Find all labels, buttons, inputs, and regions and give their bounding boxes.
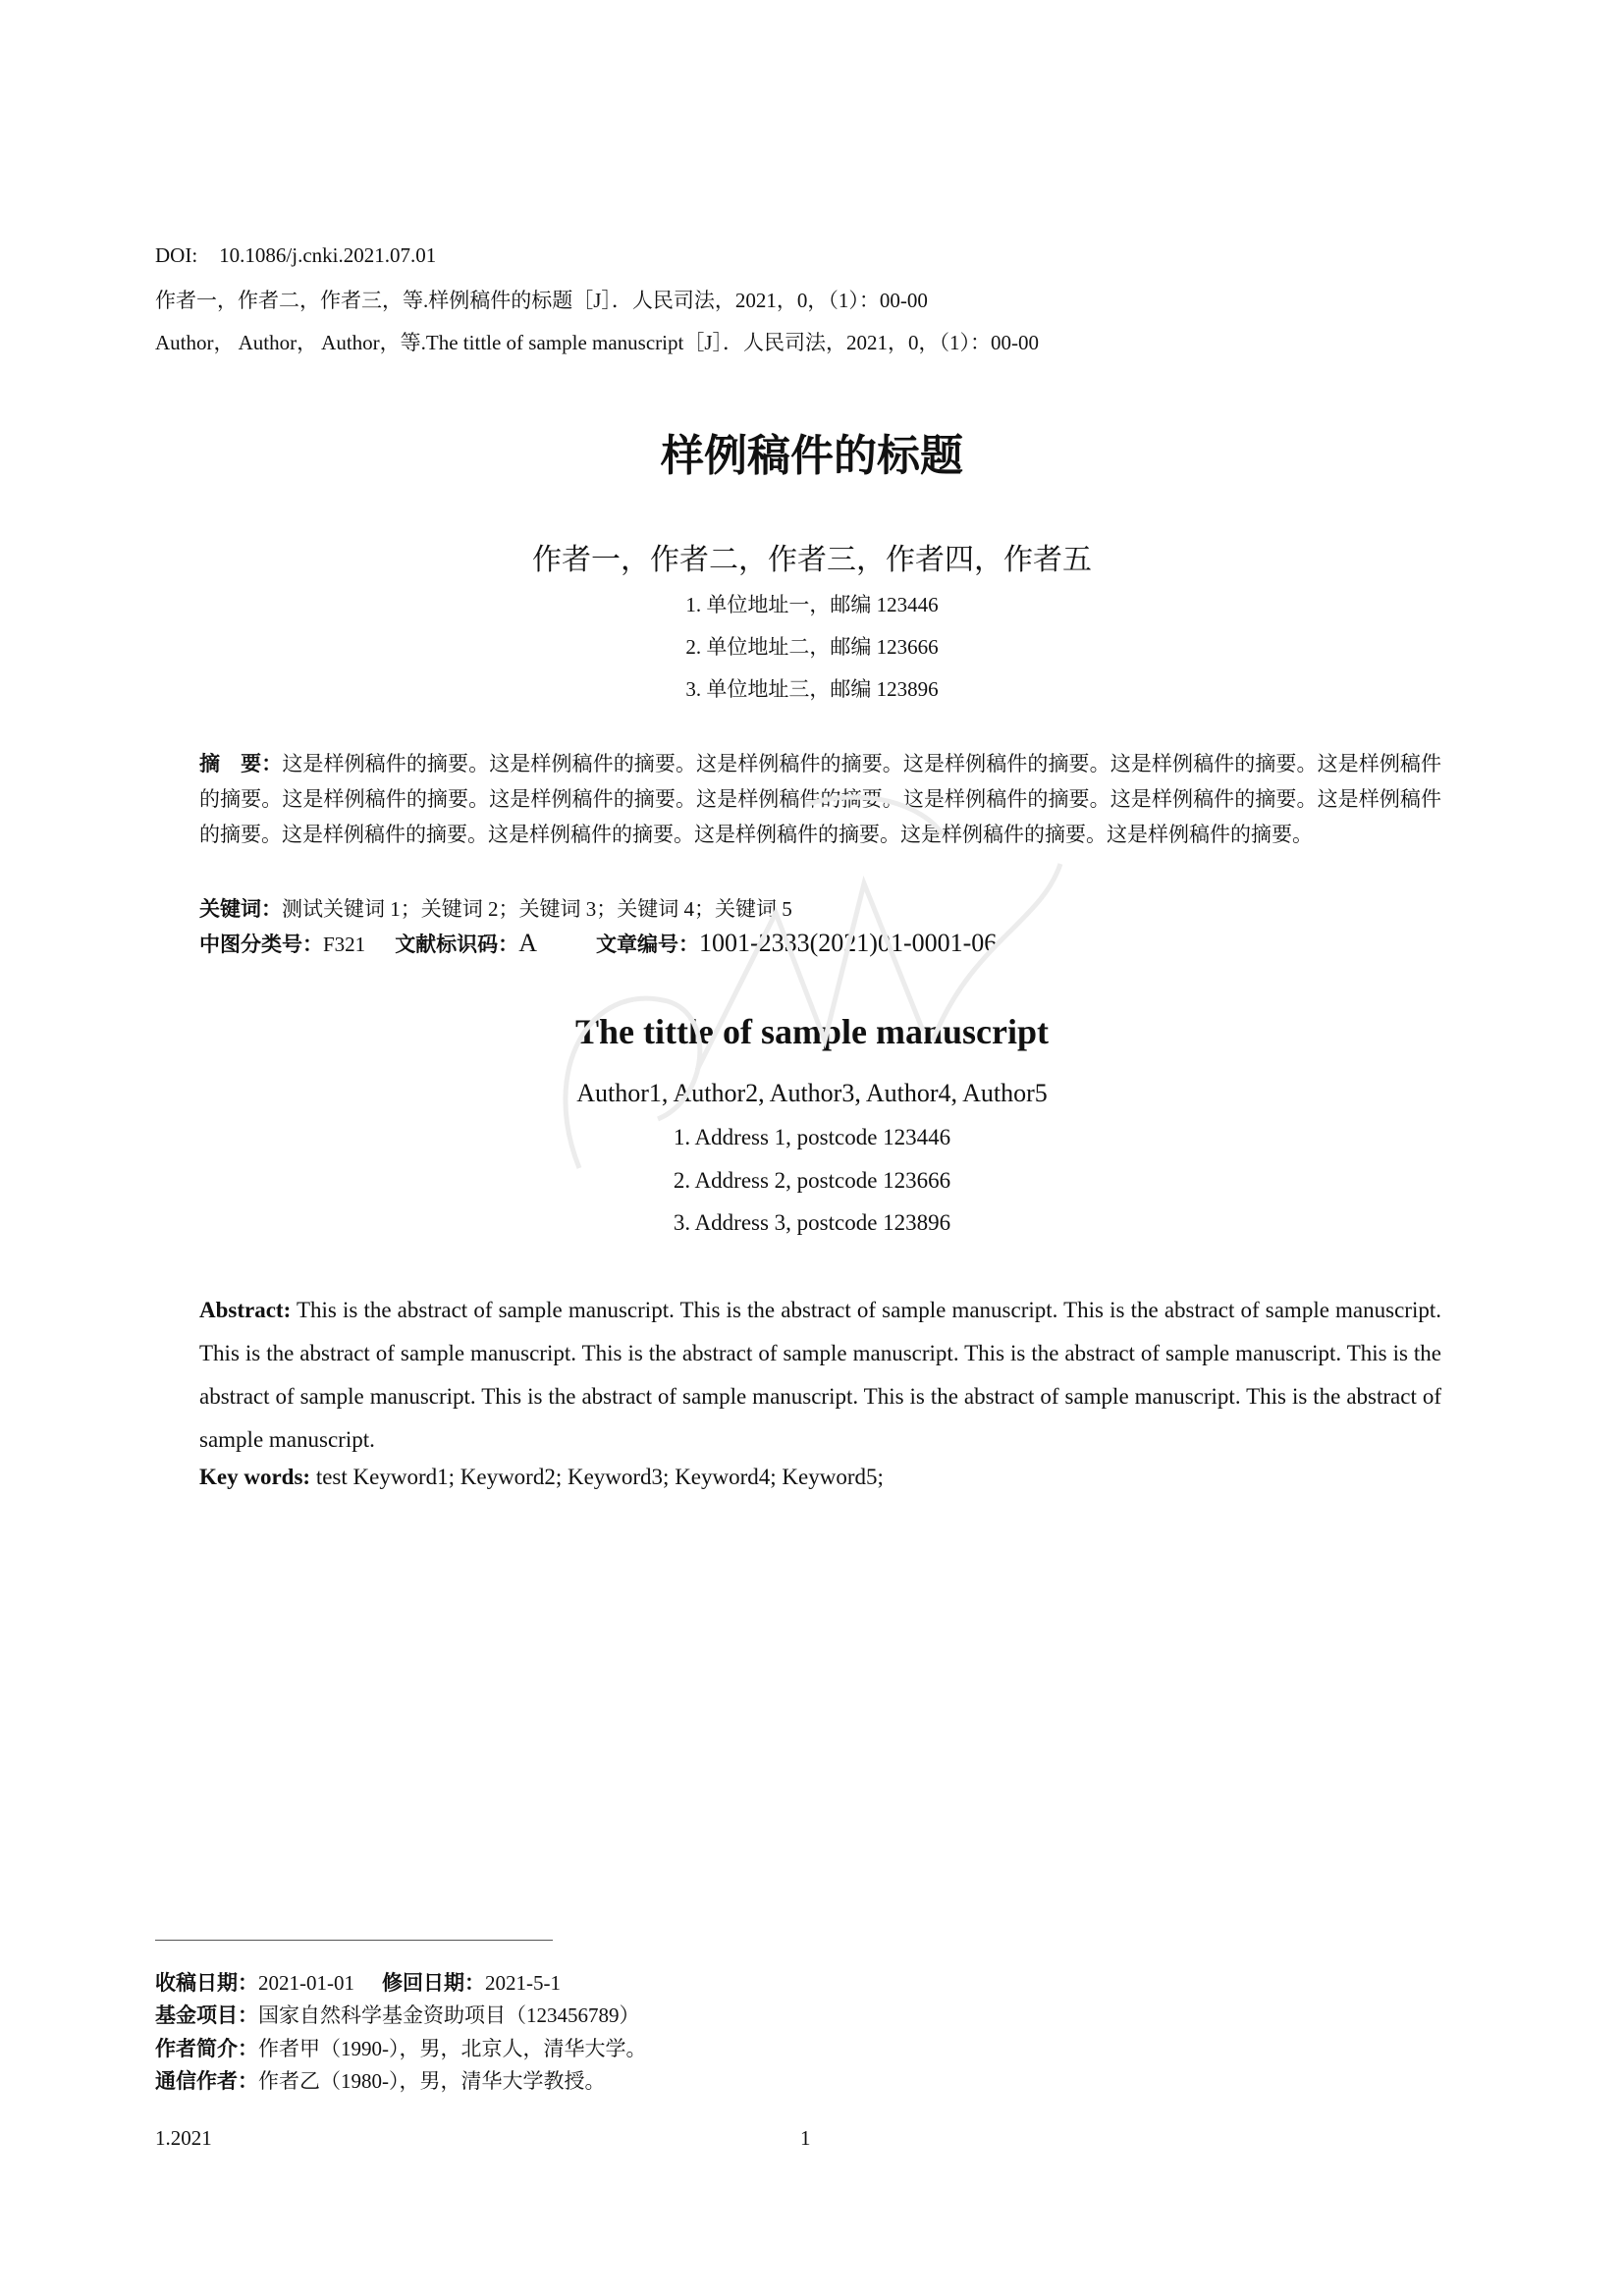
keywords-en — [199, 1465, 884, 1490]
class-value: F321 — [323, 933, 366, 956]
abstract-en-label: Abstract: — [199, 1298, 292, 1322]
footnote-fund — [155, 2000, 640, 2029]
address-cn-3: 3. 单位地址三，邮编 123896 — [685, 677, 939, 701]
received-value: 2021-01-01 — [258, 1971, 354, 1995]
abstract-cn-text: 这是样例稿件的摘要。这是样例稿件的摘要。这是样例稿件的摘要。这是样例稿件的摘要。这是样例稿件的摘要。这是样例稿件的摘要。这是样例稿件的摘要。这是样例稿件的摘要。这是样例稿件的摘要。这是样例稿件的摘要。这是样例稿件的摘要。这是样例稿件的摘要。这是样例稿件的摘要。这是样例稿件的摘要。这是样例稿件的摘要。这是样例稿件的摘要。这是样例稿件的摘要。 — [199, 752, 1441, 846]
article-no-label: 文章编号： — [595, 933, 699, 956]
address-en-3: 3. Address 3, postcode 123896 — [673, 1210, 951, 1235]
keywords-cn-label: 关键词： — [199, 897, 282, 921]
abstract-en-text: This is the abstract of sample manuscript. This is the abstract of sample manuscript. This is the abstract of sample manuscript. This is the abstract of sample manuscript. This is the abstract of sample manuscript. This is the abstract of sample manuscript. This is the abstract of sample manuscript. This is the abstract of sample manuscript. This is the abstract of sample manuscript. This is the abstract of sample manuscript. — [199, 1298, 1441, 1452]
footnote-rule — [155, 1940, 553, 1941]
footnote-correspondence — [155, 2065, 606, 2095]
received-label: 收稿日期： — [155, 1971, 258, 1995]
corr-value: 作者乙（1980-），男，清华大学教授。 — [258, 2069, 606, 2093]
page-number: 1 — [800, 2126, 811, 2150]
abstract-en — [199, 1289, 1441, 1462]
address-en-1: 1. Address 1, postcode 123446 — [673, 1125, 951, 1149]
fund-value: 国家自然科学基金资助项目（123456789） — [258, 2003, 640, 2027]
authors-en: Author1, Author2, Author3, Author4, Author5 — [576, 1079, 1048, 1107]
fund-label: 基金项目： — [155, 2003, 258, 2027]
revised-value: 2021-5-1 — [485, 1971, 561, 1995]
page-title-cn: 样例稿件的标题 — [661, 431, 963, 481]
address-en-2: 2. Address 2, postcode 123666 — [673, 1168, 951, 1193]
citation-cn: 作者一，作者二，作者三，等.样例稿件的标题［J］．人民司法，2021，0，（1）：00-00 — [155, 289, 928, 312]
class-label: 中图分类号： — [199, 933, 323, 956]
footnote-dates — [155, 1967, 561, 1997]
address-cn-1: 1. 单位地址一，邮编 123446 — [685, 593, 939, 616]
corr-label: 通信作者： — [155, 2069, 258, 2093]
revised-label: 修回日期： — [382, 1971, 485, 1995]
doc-code-value: A — [518, 929, 537, 957]
page-title-en: The tittle of sample manuscript — [575, 1012, 1049, 1051]
citation-en: Author， Author， Author，等.The tittle of sample manuscript［J］．人民司法，2021，0，（1）：00-00 — [155, 331, 1040, 354]
abstract-cn-label: 摘 要： — [199, 752, 283, 775]
watermark-logo — [511, 746, 1119, 1296]
doi-label: DOI: — [155, 243, 198, 267]
doi-value[interactable]: 10.1086/j.cnki.2021.07.01 — [219, 243, 437, 267]
doi-line — [155, 243, 436, 268]
keywords-en-text: test Keyword1; Keyword2; Keyword3; Keyword4; Keyword5; — [310, 1465, 884, 1489]
address-cn-2: 2. 单位地址二，邮编 123666 — [685, 635, 939, 659]
keywords-en-label: Key words: — [199, 1465, 311, 1489]
footer-issue: 1.2021 — [155, 2126, 212, 2150]
article-no-value: 1001-2333(2021)01-0001-06 — [698, 929, 998, 957]
bio-value: 作者甲（1990-），男，北京人，清华大学。 — [258, 2037, 647, 2060]
keywords-cn-text: 测试关键词 1；关键词 2；关键词 3；关键词 4；关键词 5 — [282, 897, 792, 921]
bio-label: 作者简介： — [155, 2037, 258, 2060]
doc-code-label: 文献标识码： — [395, 933, 519, 956]
authors-cn: 作者一，作者二，作者三，作者四，作者五 — [532, 544, 1092, 576]
footnote-bio — [155, 2033, 647, 2062]
